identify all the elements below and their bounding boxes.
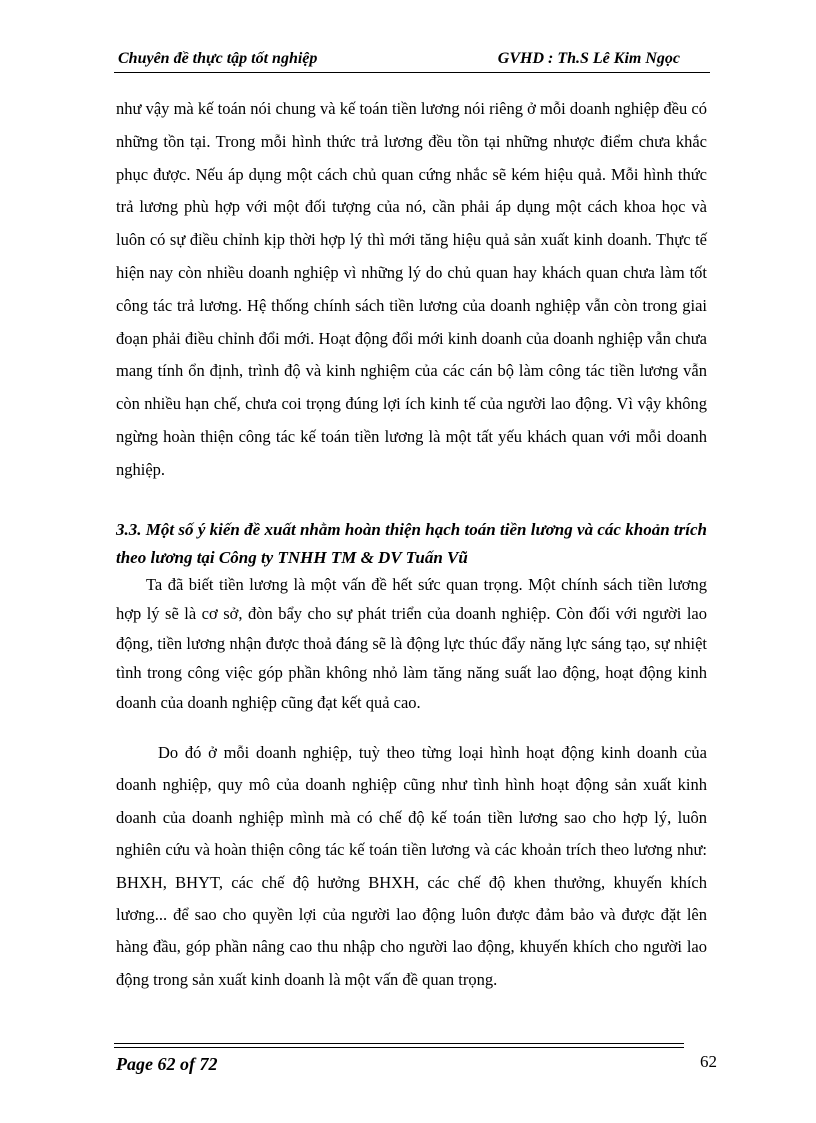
paragraph-1: như vậy mà kế toán nói chung và kế toán tiền lương nói riêng ở mỗi doanh nghiệp đều có những tồn tại. Trong mỗi hình thức trả lương đều tồn tại những nhược điểm chưa khắc phục được. Nếu áp dụng một cách chủ quan cứng nhắc sẽ kém hiệu quả. Mỗi hình thức trả lương phù hợp với một đối tượng của nó, cần phải áp dụng một cách khoa học và luôn có sự điều chỉnh kịp thời hợp lý thì mới tăng hiệu quả sản xuất kinh doanh. Thực tế hiện nay còn nhiều doanh nghiệp vì những lý do chủ quan hay khách quan chưa làm tốt công tác trả lương. Hệ thống chính sách tiền lương của doanh nghiệp vẫn còn trong giai đoạn phải điều chỉnh đổi mới. Hoạt động đổi mới kinh doanh của doanh nghiệp vẫn chưa mang tính ổn định, trình độ và kinh nghiệm của các cán bộ làm công tác tiền lương vẫn còn nhiều hạn chế, chưa coi trọng đúng lợi ích kinh tế của người lao động. Vì vậy không ngừng hoàn thiện công tác kế toán tiền lương là một tất yếu khách quan với mỗi doanh nghiệp.	[116, 99, 707, 479]
paragraph-2: Ta đã biết tiền lương là một vấn đề hết sức quan trọng. Một chính sách tiền lương hợp lý sẽ là cơ sở, đòn bẩy cho sự phát triển của doanh nghiệp. Còn đối với người lao động, tiền lương nhận được thoả đáng sẽ là động lực thúc đẩy năng lực sáng tạo, sự nhiệt tình trong công việc góp phần không nhỏ làm tăng năng suất lao động, hoạt động kinh doanh của doanh nghiệp cũng đạt kết quả cao.	[116, 575, 707, 712]
header-title: Chuyên đề thực tập tốt nghiệp	[118, 50, 318, 67]
footer-page-number: 62	[700, 1052, 717, 1071]
section-heading: 3.3. Một số ý kiến đề xuất nhằm hoàn thiện hạch toán tiền lương và các khoản trích theo lương tại Công ty TNHH TM & DV Tuấn Vũ	[116, 520, 707, 567]
paragraph-3: Do đó ở mỗi doanh nghiệp, tuỳ theo từng loại hình hoạt động kinh doanh của doanh nghiệp, quy mô của doanh nghiệp cũng như tình hình hoạt động sản xuất kinh doanh của doanh nghiệp mình mà có chế độ kế toán tiền lương sao cho hợp lý, luôn nghiên cứu và hoàn thiện công tác kế toán tiền lương và các khoản trích theo lương như: BHXH, BHYT, các chế độ hưởng BHXH, các chế độ khen thưởng, khuyến khích lương... để sao cho quyền lợi của người lao động luôn được đảm bảo và được đặt lên hàng đầu, góp phần nâng cao thu nhập cho người lao động, khuyến khích cho người lao động trong sản xuất kinh doanh là một vấn đề quan trọng.	[116, 743, 707, 989]
footer-divider	[114, 1043, 684, 1048]
footer-page-label: Page 62 of 72	[116, 1054, 218, 1074]
header-supervisor: GVHD : Th.S Lê Kim Ngọc	[497, 50, 680, 67]
page-header	[114, 48, 710, 73]
